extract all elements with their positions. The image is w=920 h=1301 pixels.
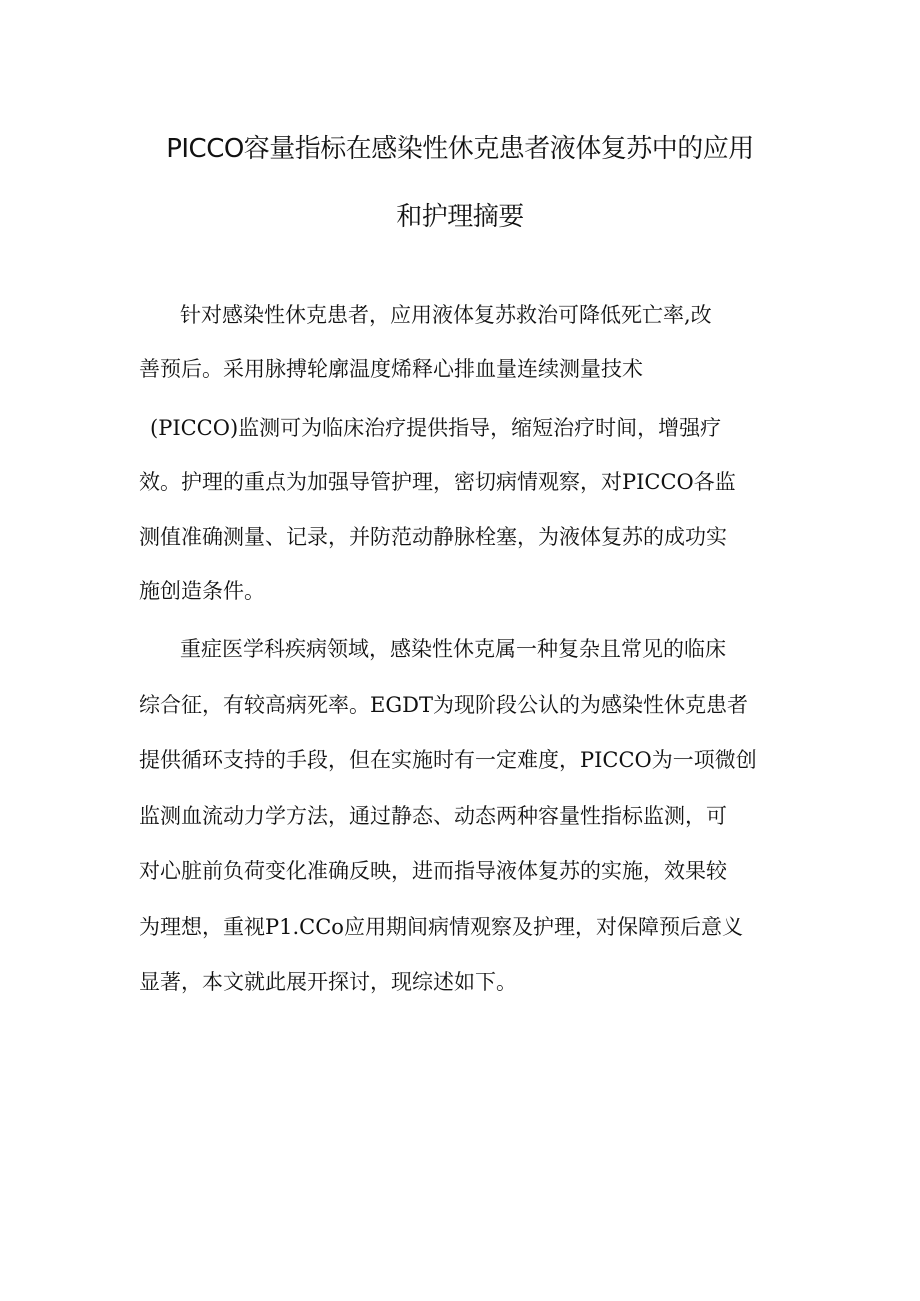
paragraph-line: 重症医学科疾病领域，感染性休克属一种复杂且常见的临床 — [180, 637, 726, 661]
paragraph-line: (PICCO)监测可为临床治疗提供指导，缩短治疗时间，增强疗 — [150, 416, 722, 440]
paragraph-line: 提供循环支持的手段，但在实施时有一定难度，PICCO为一项微创 — [139, 748, 757, 772]
document-title-line-2: 和护理摘要 — [396, 202, 524, 232]
paragraph-line: 善预后。采用脉搏轮廓温度烯释心排血量连续测量技术 — [139, 357, 643, 381]
paragraph-line: 显著，本文就此展开探讨，现综述如下。 — [139, 970, 517, 994]
paragraph-line: 监测血流动力学方法，通过静态、动态两种容量性指标监测，可 — [139, 804, 727, 828]
paragraph-line: 测值准确测量、记录，并防范动静脉栓塞，为液体复苏的成功实 — [139, 525, 727, 549]
paragraph-line: 针对感染性休克患者，应用液体复苏救治可降低死亡率,改 — [180, 303, 712, 327]
paragraph-line: 综合征，有较高病死率。EGDT为现阶段公认的为感染性休克患者 — [139, 693, 748, 717]
document-title-line-1: PICCO容量指标在感染性休克患者液体复苏中的应用 — [166, 134, 754, 164]
paragraph-line: 对心脏前负荷变化准确反映，进而指导液体复苏的实施，效果较 — [139, 859, 727, 883]
paragraph-line: 为理想，重视P1.CCo应用期间病情观察及护理，对保障预后意义 — [139, 915, 743, 939]
paragraph-line: 施创造条件。 — [139, 579, 265, 603]
paragraph-line: 效。护理的重点为加强导管护理，密切病情观察，对PICCO各监 — [139, 470, 736, 494]
